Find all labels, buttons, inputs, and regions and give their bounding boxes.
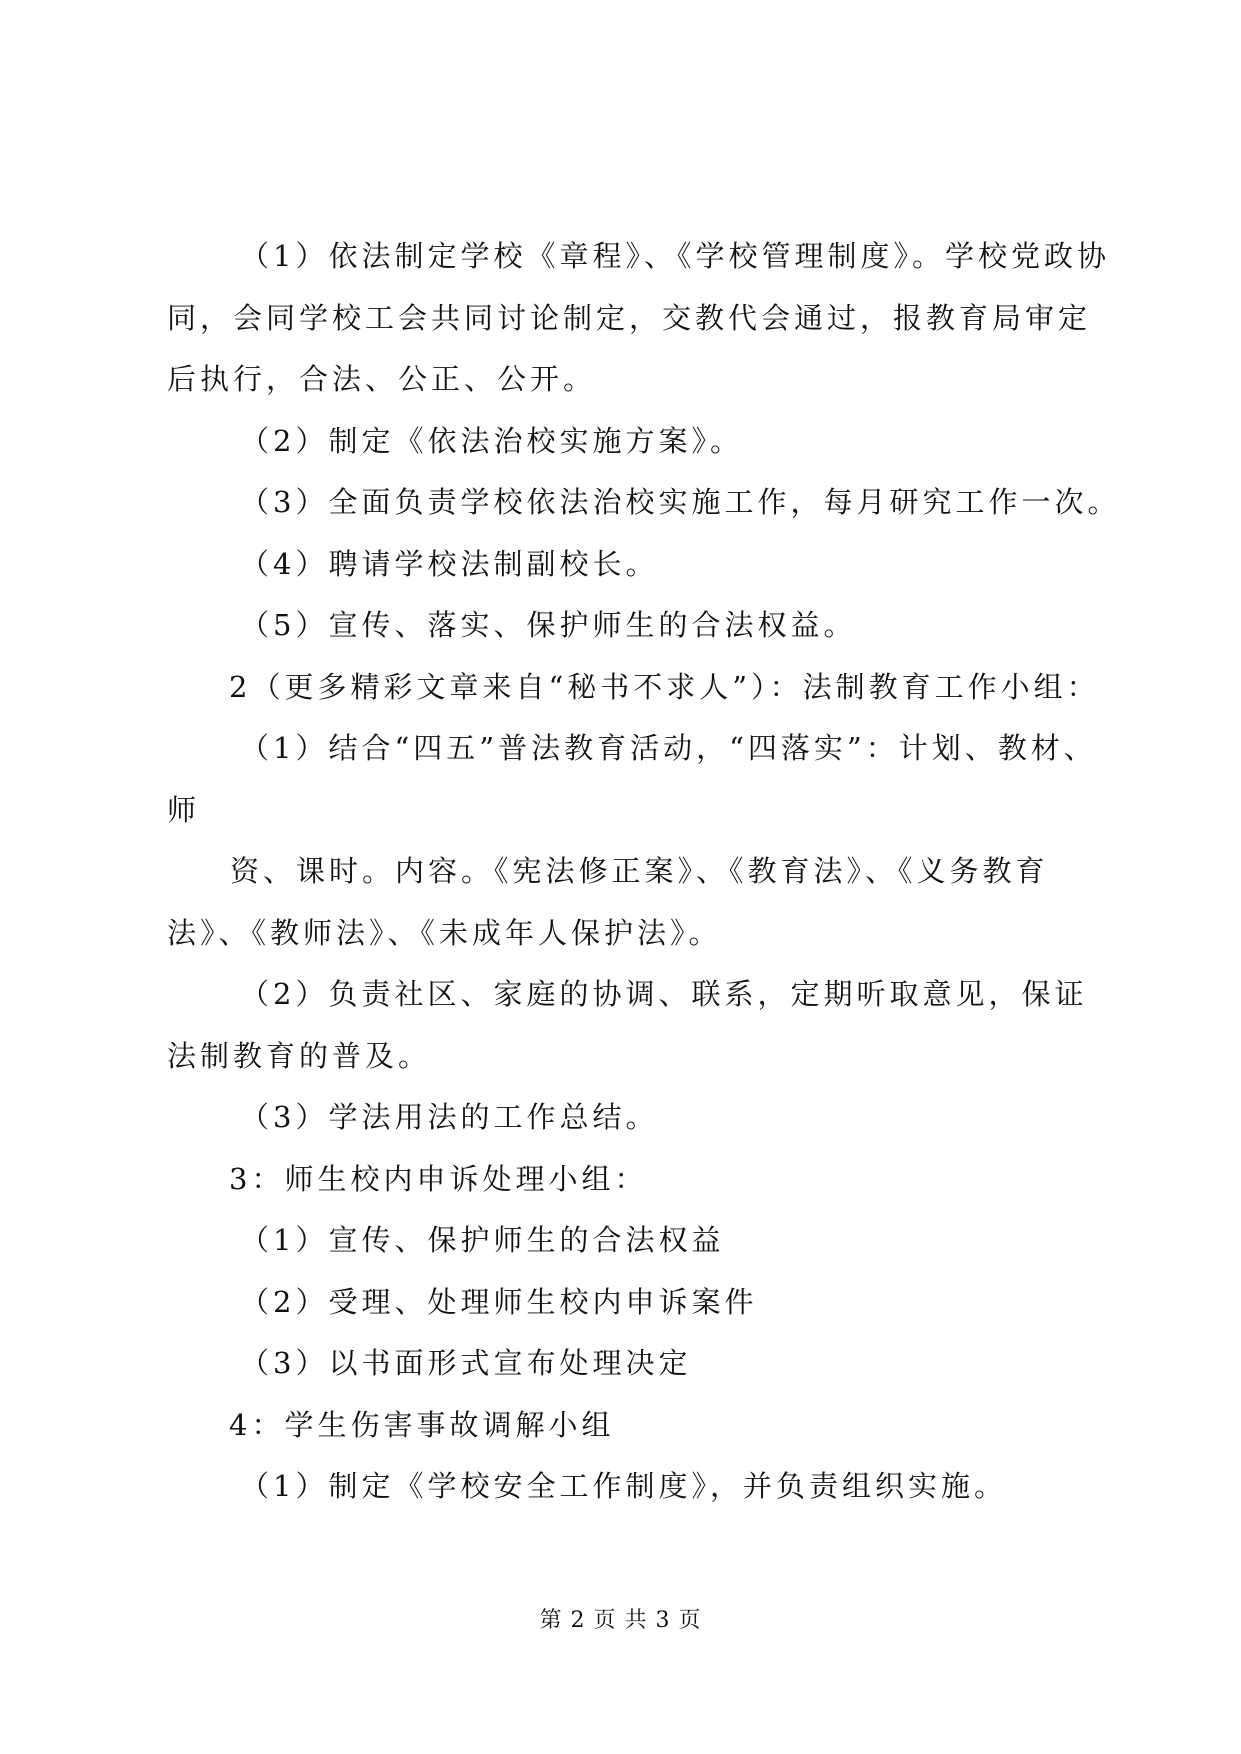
paragraph-line: 师 xyxy=(167,792,201,827)
paragraph-line: （3）以书面形式宣布处理决定 xyxy=(240,1346,692,1380)
document-body xyxy=(167,226,1121,1518)
paragraph-line: （3）全面负责学校依法治校实施工作，每月研究工作一次。 xyxy=(240,485,1121,519)
section-heading: 3：师生校内申诉处理小组： xyxy=(229,1161,648,1196)
paragraph-line: 法》、《教师法》、《未成年人保护法》。 xyxy=(167,915,722,950)
paragraph-line: （2）负责社区、家庭的协调、联系，定期听取意见，保证 xyxy=(240,977,1088,1011)
paragraph-line: 法制教育的普及。 xyxy=(167,1038,432,1073)
paragraph-line: 后执行，合法、公正、公开。 xyxy=(167,362,597,396)
paragraph-line: 资、课时。内容。《宪法修正案》、《教育法》、《义务教育 xyxy=(230,854,1049,888)
section-heading: 2（更多精彩文章来自“秘书不求人”）：法制教育工作小组： xyxy=(229,669,1100,704)
paragraph-line: （1）结合“四五”普法教育活动，“四落实”：计划、教材、 xyxy=(240,731,1097,765)
section-heading: 4：学生伤害事故调解小组 xyxy=(229,1407,615,1442)
paragraph-line: （4）聘请学校法制副校长。 xyxy=(240,546,659,581)
paragraph-line: （5）宣传、落实、保护师生的合法权益。 xyxy=(240,608,857,642)
paragraph-line: （1）依法制定学校《章程》、《学校管理制度》。学校党政协 xyxy=(240,239,1110,273)
paragraph-line: （1）制定《学校安全工作制度》，并负责组织实施。 xyxy=(240,1469,1007,1503)
paragraph-line: 同，会同学校工会共同讨论制定，交教代会通过，报教育局审定 xyxy=(167,300,1092,335)
paragraph-line: （2）受理、处理师生校内申诉案件 xyxy=(240,1284,758,1319)
paragraph-line: （3）学法用法的工作总结。 xyxy=(240,1100,659,1134)
paragraph-line: （2）制定《依法治校实施方案》。 xyxy=(240,423,743,458)
paragraph-line: （1）宣传、保护师生的合法权益 xyxy=(240,1223,725,1257)
page-number-footer: 第 2 页 共 3 页 xyxy=(539,1608,702,1633)
